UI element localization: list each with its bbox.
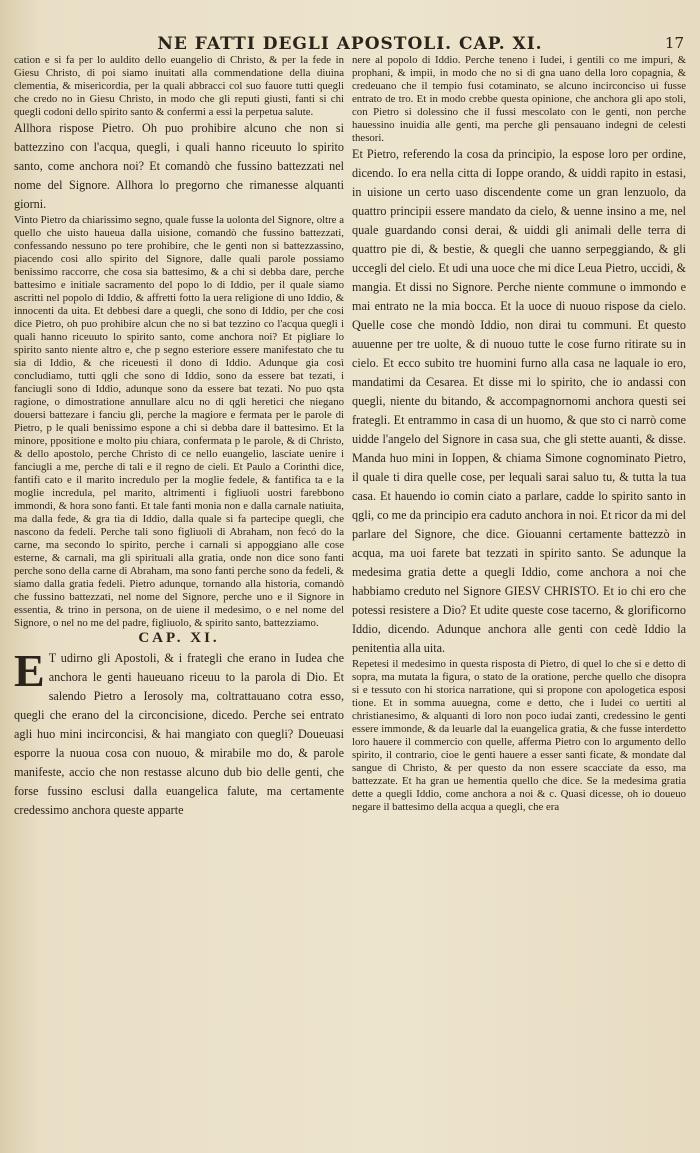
drop-cap: E: [14, 645, 45, 696]
paragraph-text: T udirno gli Apostoli, & i frategli che erano in Iudea che anchora le genti haueuano riceuu to la parola di Dio. Et salendo Pietro a Ierosoly ma, coltrattauano cotra esso, quegli che erano del la circoncisione, dicedo. Perche sei entrato agli huo mini incirconcisi, & hai mangiato con quegli? Doueuasi esporre la nuoua cosa con nuouo, & mirabile mo do, & parole manifeste, accio che non restasse alcuno dub bio delle genti, che forse fussino esclusi dalla euangelica falute, ma certamente credessimo anchora queste apparte: [14, 651, 344, 817]
right-column: [352, 54, 686, 1104]
page-number: 17: [664, 34, 684, 52]
running-head: NE FATTI DEGLI APOSTOLI. CAP. XI.: [157, 34, 543, 54]
left-column: [14, 54, 344, 1104]
commentary-paragraph: Vinto Pietro da chiarissimo segno, quale fusse la uolonta del Signore, oltre a quello che uisto haueua dalla uisione, comandò che fussino battezzati, confessando nessuno po tere prohibire, che le genti non si battezzassino, piacendo cosi allo spirito del Signore, dalle quali parole possiamo benissimo raccorre, che cosa sia battesimo, & a chi si debba dare, perche battesimo e initiale sacramento del popo lo di Iddio, per il quale siamo ascritti nel popolo di Iddio, & affretti fotto la uera religione di uno Iddio, & innocenti da uita. Et debbesi dare a quegli, che sono di Iddio, per che cosi dice Pietro, oh puo prohibire alcun che no si bat tezzino co l'acqua quegli i quali hanno riceuuto lo spirito santo, come anchora noi? Et pigliare lo spirito santo niente altro e, che p segno esteriore essere manifestato che tu sia di Iddio, & che riceuesti il dono di Iddio. Adunque gia così concludiamo, tutti qgli che sono di Iddio, sono da essere bat tezati, i fanciugli sono di Iddio, adunque sono da essere bat tezati. No puo qsta ragione, o dimostratione annullare alcu no di qgli heretici che niegano douersi battezare i fanciu gli, perche la magiore e fermata per le parole di Pietro, p le quali benissimo espone a chi si debba dare il battesimo. Et la minore, ppositione e molto piu chiara, confermata p le parole, & di Christo, & dello apostolo, perche Christo di ce nello euangelio, lasciate uenire i fanciugli a me, perche di tali e il regno de cieli. Et Paulo a Corinthi dice, fantifi cato e il marito incredulo per la moglie fedele, & fantifica ta e la moglie incredula, pel marito, altrimenti i figliuoli uostri farebbono immondi, & hora sono fanti. Et tale fanti monia non e dalla carnale natiuita, ma dalla fede, & gra tia di Iddio, dalla quale si fa partecipe quegli, che nascono da fedeli. Perche tali sono figliuoli di Abraham, non fecó do la carne, ma secondo lo spirito, perche i carnali si appoggiano alle cose esterne, & carnali, ma gli spirituali alla gratia, onde non dice sono fanti perche sono della carne di Abraham, ma sono fanti perche sono da fedeli, & siamo dalla gratia fedeli. Pietro adunque, tornando alla historia, comandò che fussino battezzati, nel nome del Signore, perche uno e il Signore in essentia, & trino in persona, on de uiene il medesimo, o e nel nome del Signore, o nel no me del padre, figliuolo, & spirito santo, battezziamo.: [14, 214, 344, 629]
paragraph: cation e si fa per lo auldito dello euangelio di Christo, & per la fede in Giesu Christo, di poi siamo inuitati alla commendatione della diuina clementia, & misericordia, per la quali abbracci col suo fauore tutti quegli che credo no in Giesu Christo, in modo che gli reputi giusti, fanti si chi quegli codoni dello spirito santo & confermi a essi la perpetua salute.: [14, 54, 344, 118]
commentary-paragraph: nere al popolo di Iddio. Perche teneno i Iudei, i gentili co me impuri, & prophani, & impii, in modo che no si di gna uano della loro copagnia, & credeuano che il tempio fusi cotaminato, se alcuno incirconciso ui fusse entrato de tro. Et in modo crebbe questa opinione, che anchora gli apo stoli, con Pietro si dolessino che il fussi mescolato con le genti, non perche hauessino inuidia alle genti, ma perche gli pensauano indegni de celesti thesori.: [352, 54, 686, 144]
commentary-paragraph: Repetesi il medesimo in questa risposta di Pietro, di quel lo che si e detto di sopra, ma mutata la figura, o stato de la oratione, perche quello che disopra si e tessuto con hi storica narratione, qui si propone con apologetica esposi tione. Et in somma auuegna, come e detto, che i Iudei co uertiti al christianesimo, & alquanti di loro non poco iudai zanti, credessino le genti essere immonde, & da leuarle dal la euangelica gratia, & che fusse interdetto loro hauere il commercio con quelle, afferma Pietro con lo argumento dello spirito, il contrario, cioe le genti hauere a esser santi ficate, & mondate dal sangue di Christo, & per questo da non essere scacciate da esso, ma battezzate. Et ha gran ue hementia quello che dice. Se la medesima gratia dette a quegli Iddio, come anchora a noi & c. Quasi dicesse, oh io doueuo negare il battesimo della acqua a quegli, che era: [352, 658, 686, 813]
scripture-paragraph: Et Pietro, referendo la cosa da principio, la espose loro per ordine, dicendo. Io era nella citta di Ioppe orando, & uiddi rapito in estasi, in uisione un certo uaso discendente come un gran lenzuolo, da quattro principii essere mandato da cielo, & uenne insino a me, nel quale guardando consi derai, & uiddi gli animali delle terra di quattro pie di, & bestie, & quegli che uanno serpeggiando, & gli uccegli del cielo. Et udi una uoce che mi dice Leua Pietro, uccidi, & mangia. Et dissi no Signore. Perche niente commune o immondo e mai entrato ne la mia bocca. Et la uoce di nuouo rispose da cielo. Quelle cose che mondò Iddio, non dirai tu communi. Et questo auuenne per tre uolte, & di nuouo tutte le cose furno ritirate su in cielo. Et ecco subito tre huomini furno alla casa ne laquale io ero, mandatimi da Cesarea. Et disse mi lo spirito, che io andassi con quegli, niente du bitando, & accompagnornomi anchora questi sei frategli. Et entrammo in casa di un huomo, & que sto ci narrò come uidde l'angelo del Signore in casa sua, che gli stette auanti, & disse. Manda huo mini in Ioppen, & chiama Simone cognominato Pietro, il quale ti dira quelle cose, per lequali sarai saluo tu, & tutta la tua casa. Et hauendo io comin ciato a parlare, cadde lo spirito santo in qgli, co me da principio era caduto anchora in noi. Et ricor da mi del parlare del Signore, che dice. Giouanni certamente battezzò in acqua, ma uoi farete bat tezzati in spirito santo. Se adunque la medesima gratia dette a quegli Iddio, come anchora a noi che habbiamo creduto nel Signore GIESV CHRISTO. Et io chi ero che potessi resistere a Dio? Et udite queste cose tacerno, & glorificorno Iddio, dicendo. Adunque anchora alle genti con cedè Iddio la penitentia alla uita.: [352, 147, 686, 655]
chapter-heading: CAP. XI.: [138, 630, 220, 646]
scripture-paragraph: [14, 645, 344, 820]
scripture-paragraph: Allhora rispose Pietro. Oh puo prohibire alcuno che non si battezzino con l'acqua, quegli, i quali hanno riceuuto lo spirito santo, come anchora noi? Et comandò che fussino battezzati nel nome del Signore. Allhora lo pregorno che rimanesse alquanti giorni.: [14, 121, 344, 211]
